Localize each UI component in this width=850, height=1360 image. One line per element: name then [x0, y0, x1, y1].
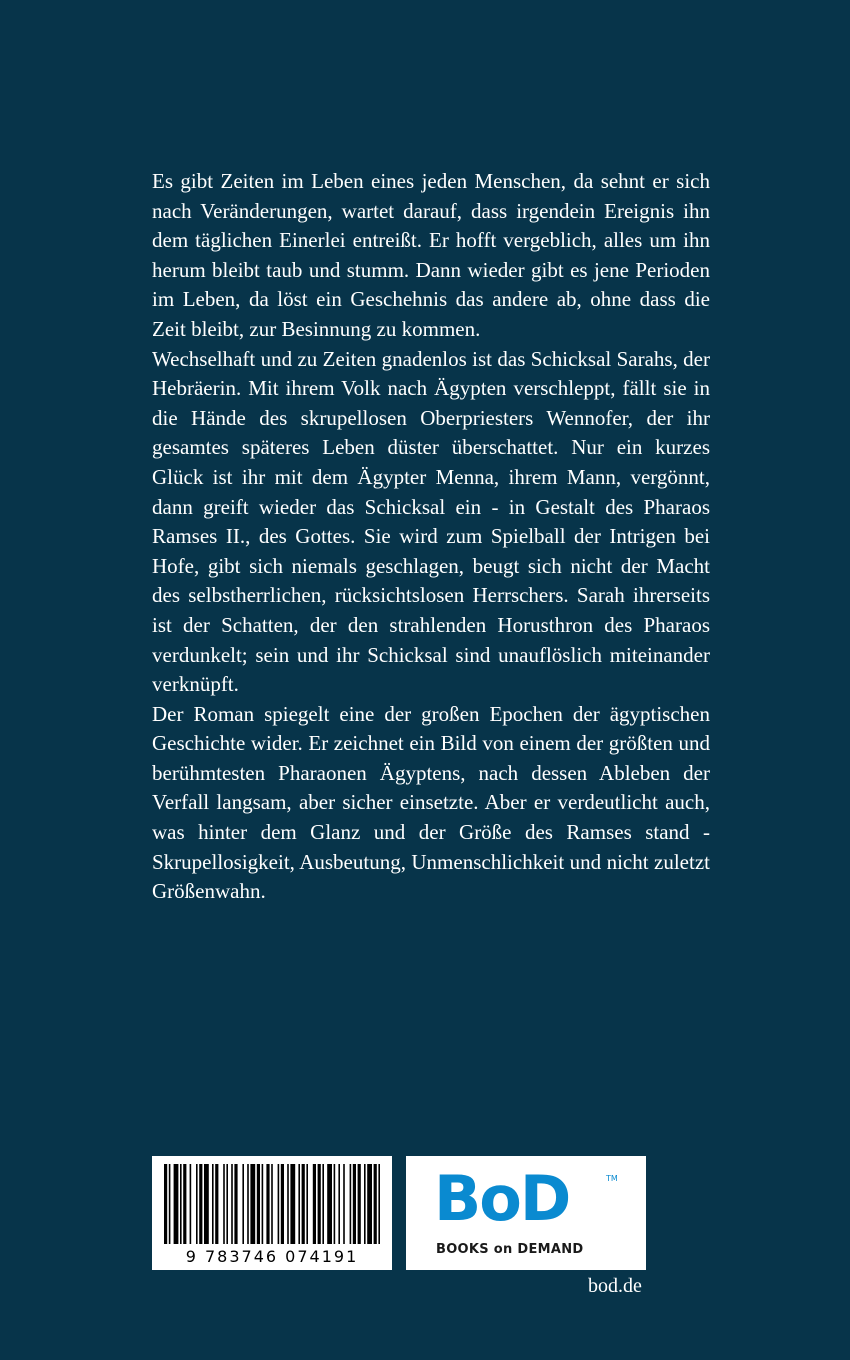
barcode-bar: [374, 1164, 377, 1244]
barcode-bar: [306, 1164, 308, 1244]
barcode-digits: 9 783746 074191: [185, 1247, 359, 1266]
barcode-bar: [271, 1164, 273, 1244]
barcode-bar: [343, 1164, 345, 1244]
barcode-bar: [231, 1164, 233, 1244]
barcode-bar: [212, 1164, 214, 1244]
bod-logo: BoD: [434, 1162, 570, 1235]
barcode-bar: [318, 1164, 321, 1244]
barcode-bar: [327, 1164, 332, 1244]
barcode-bar: [215, 1164, 218, 1244]
barcode-bar: [180, 1164, 182, 1244]
barcode-bar: [378, 1164, 380, 1244]
barcode-bar: [204, 1164, 209, 1244]
publisher-logo-box: [406, 1156, 646, 1270]
barcode-bar: [183, 1164, 186, 1244]
barcode-bar: [290, 1164, 295, 1244]
barcode-bar: [322, 1164, 324, 1244]
barcode-bar: [226, 1164, 228, 1244]
barcode-bar: [313, 1164, 316, 1244]
barcode-bar: [164, 1164, 167, 1244]
barcode-bar: [338, 1164, 340, 1244]
isbn-barcode: [152, 1156, 392, 1270]
barcode-bar: [196, 1164, 198, 1244]
barcode-bar: [234, 1164, 237, 1244]
barcode-bar: [281, 1164, 284, 1244]
barcode-bar: [242, 1164, 244, 1244]
barcode-bar: [169, 1164, 171, 1244]
barcode-bar: [353, 1164, 356, 1244]
barcode-bar: [364, 1164, 366, 1244]
barcode-bar: [247, 1164, 249, 1244]
blurb-paragraph-3: Der Roman spiegelt eine der großen Epochen der ägyptischen Geschichte wider. Er zeichnet ein Bild von einem der größten und berühmtesten Pharaonen Ägyptens, nach dessen Ableben der Verfall langsam, aber sicher einsetzte. Aber er verdeutlicht auch, was hinter dem Glanz und der Größe des Ramses stand - Skrupellosigkeit, Ausbeutung, Unmenschlichkeit und nicht zuletzt Größenwahn.: [152, 701, 710, 904]
barcode-bar: [174, 1164, 179, 1244]
barcode-bar: [334, 1164, 336, 1244]
blurb-paragraph-1: Es gibt Zeiten im Leben eines jeden Menschen, da sehnt er sich nach Veränderungen, wartet darauf, dass irgendein Ereignis ihn dem täglichen Einerlei entreißt. Er hofft vergeblich, alles um ihn herum bleibt taub und stumm. Dann wieder gibt es jene Perioden im Leben, da löst ein Geschehnis das andere ab, ohne dass die Zeit bleibt, zur Besinnung zu kommen.: [152, 169, 710, 341]
barcode-bar: [266, 1164, 269, 1244]
barcode-bar: [223, 1164, 225, 1244]
barcode-bar: [190, 1164, 192, 1244]
barcode-bar: [257, 1164, 260, 1244]
publisher-subtitle: BOOKS on DEMAND: [436, 1242, 584, 1257]
barcode-bar: [262, 1164, 264, 1244]
publisher-website: bod.de: [588, 1275, 642, 1297]
blurb-text: [152, 167, 710, 907]
barcode-bar: [350, 1164, 352, 1244]
barcode-bar: [302, 1164, 305, 1244]
barcode-bar: [278, 1164, 280, 1244]
barcode-bar: [298, 1164, 300, 1244]
blurb-paragraph-2: Wechselhaft und zu Zeiten gnadenlos ist das Schicksal Sarahs, der Hebräerin. Mit ihrem Volk nach Ägypten verschleppt, fällt sie in die Hände des skrupellosen Oberpriesters Wennofer, der ihr gesamtes späteres Leben düster überschattet. Nur ein kurzes Glück ist ihr mit dem Ägypter Menna, ihrem Mann, vergönnt, dann greift wieder das Schicksal ein - in Gestalt des Pharaos Ramses II., des Gottes. Sie wird zum Spielball der Intrigen bei Hofe, gibt sich niemals geschlagen, beugt sich nicht der Macht des selbstherrlichen, rücksichtslosen Herrschers. Sarah ihrerseits ist der Schatten, der den strahlenden Horusthron des Pharaos verdunkelt; sein und ihr Schicksal sind unauflöslich miteinander verknüpft.: [152, 346, 710, 697]
barcode-bar: [358, 1164, 361, 1244]
barcode-bar: [287, 1164, 289, 1244]
barcode-bar: [199, 1164, 202, 1244]
barcode-bar: [250, 1164, 255, 1244]
trademark-mark: TM: [606, 1174, 618, 1183]
barcode-bar: [367, 1164, 372, 1244]
